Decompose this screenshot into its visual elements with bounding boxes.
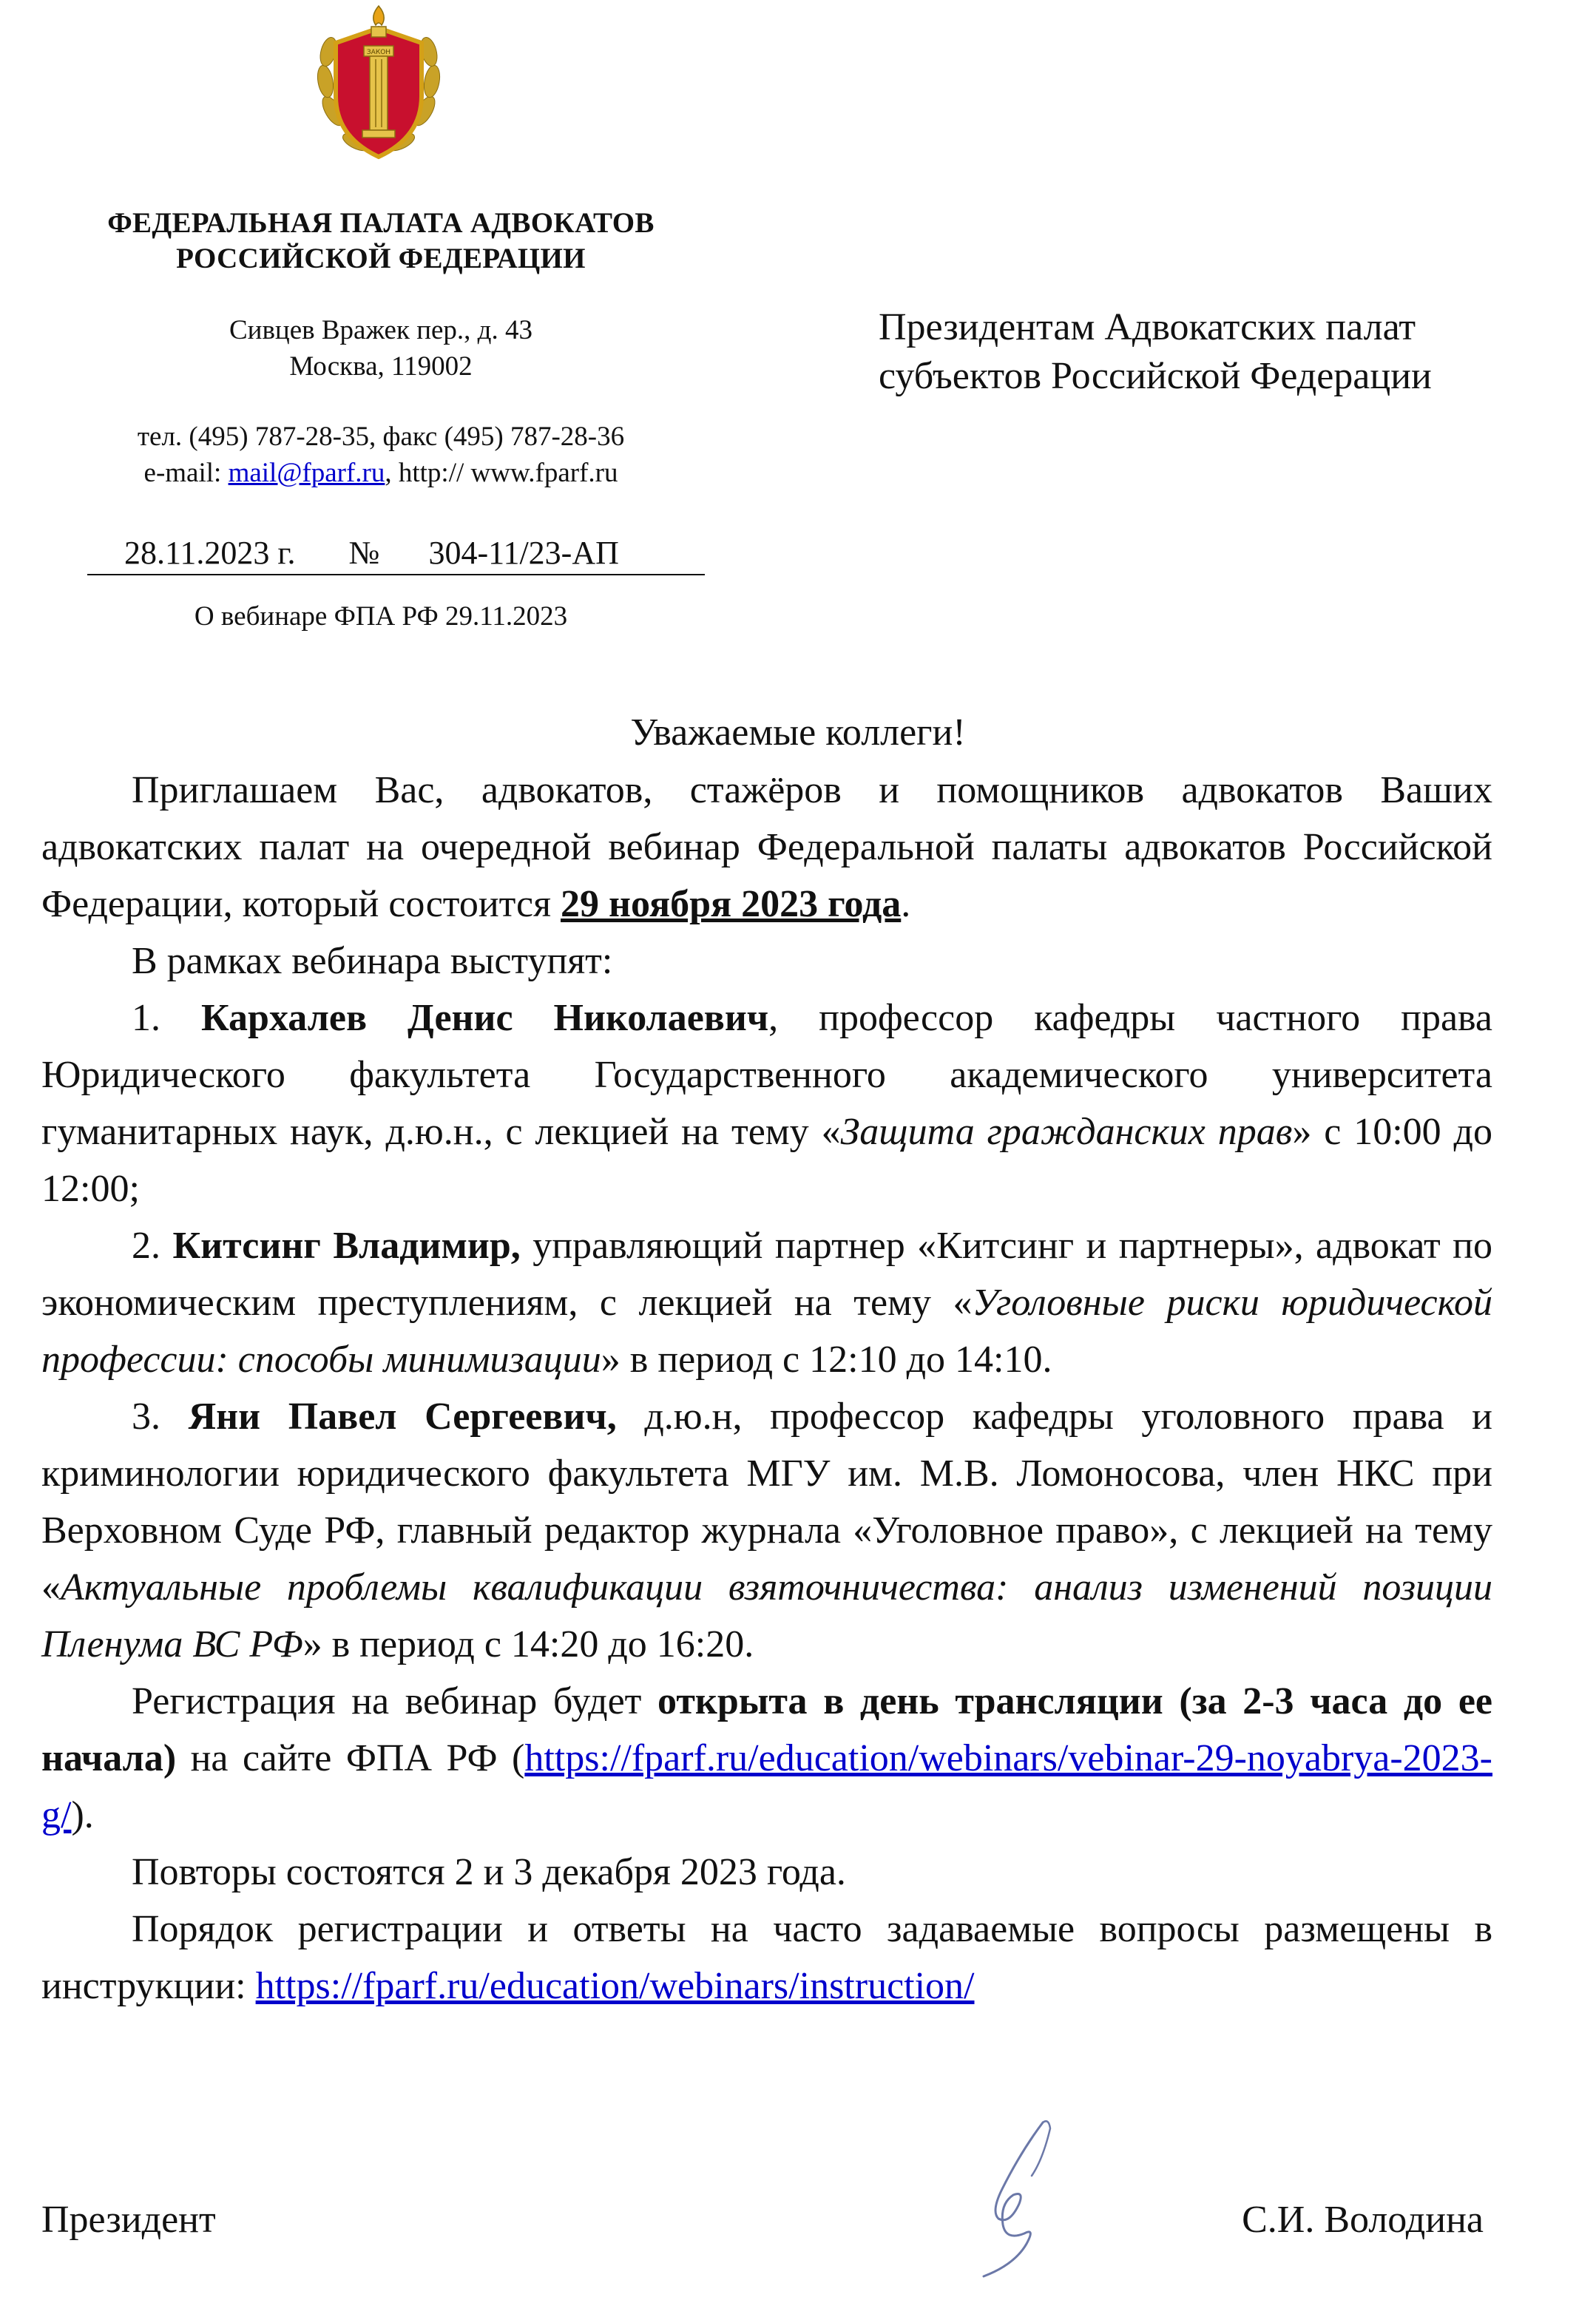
contact-info (30, 419, 732, 491)
lecture-topic: Уголовные риски юридической профессии: способы минимизации (41, 1282, 1492, 1381)
speaker-number: 3. (132, 1396, 189, 1438)
repeats-paragraph: Повторы состоятся 2 и 3 декабря 2023 года. (132, 1851, 846, 1893)
speakers-intro: В рамках вебинара выступят: (132, 940, 613, 982)
email-label: e-mail: (143, 458, 229, 488)
speaker-item (41, 990, 1492, 1217)
lecture-time: » с 10:00 до 12:00; (41, 1111, 1492, 1210)
instruction-text: Порядок регистрации и ответы на часто задаваемые вопросы размещены в инструкции: (41, 1908, 1492, 2007)
speaker-item (41, 1217, 1492, 1388)
address-line-1: Сивцев Вражек пер., д. 43 (229, 315, 533, 345)
registration-link[interactable]: https://fparf.ru/education/webinars/vebinar-29-noyabrya-2023-g/ (41, 1737, 1492, 1836)
speaker-name: Яни Павел Сергеевич, (188, 1396, 617, 1438)
registration-bold: открыта в день трансляции (за 2-3 часа до ее начала) (41, 1680, 1492, 1779)
instruction-paragraph (41, 1901, 1492, 2015)
fpa-emblem-logo (305, 0, 453, 172)
salutation: Уважаемые коллеги! (630, 711, 966, 754)
speaker-details: , профессор кафедры частного права Юридического факультета Государственного академического университета гуманитарных наук, д.ю.н., с лекцией на тему « (41, 997, 1492, 1153)
speaker-details: управляющий партнер «Китсинг и партнеры», адвокат по экономическим преступлениям, с лекцией на тему « (41, 1225, 1492, 1324)
speaker-number: 1. (132, 997, 201, 1039)
emblem-lettering: ЗАКОН (366, 49, 391, 56)
number-sign: № (348, 535, 380, 571)
letter-number: 304-11/23-АП (428, 535, 619, 571)
email-web-line (30, 455, 732, 491)
intro-end: . (901, 883, 911, 925)
speaker-name: Кархалев Денис Николаевич (201, 997, 769, 1039)
webinar-date: 29 ноября 2023 года (561, 883, 902, 925)
speaker-item (41, 1388, 1492, 1673)
registration-mid: на сайте ФПА РФ ( (176, 1737, 525, 1779)
lecture-topic: Защита гражданских прав (840, 1111, 1293, 1153)
lecture-topic: Актуальные проблемы квалификации взяточничества: анализ изменений позиции Пленума ВС РФ (41, 1566, 1492, 1665)
email-link[interactable]: mail@fparf.ru (228, 458, 385, 488)
signatory-name: С.И. Володина (1242, 2199, 1484, 2241)
org-name-line-1: ФЕДЕРАЛЬНАЯ ПАЛАТА АДВОКАТОВ (107, 207, 655, 239)
lecture-time: » в период с 12:10 до 14:10. (601, 1339, 1052, 1381)
intro-paragraph (41, 762, 1492, 933)
instruction-link[interactable]: https://fparf.ru/education/webinars/instruction/ (255, 1965, 975, 2007)
registration-end: ). (71, 1794, 94, 1836)
registration-line (87, 532, 705, 575)
postal-address (30, 312, 732, 385)
speaker-details: д.ю.н, профессор кафедры уголовного права и криминологии юридического факультета МГУ им. М.В. Ломоносова, член НКС при Верховном Суде РФ, главный редактор журнала «Уголовное право», с лекцией на тему « (41, 1396, 1493, 1609)
recipient-block (879, 303, 1574, 401)
lecture-time: » в период с 14:20 до 16:20. (302, 1623, 754, 1665)
letter-body (41, 762, 1492, 2015)
organization-name (30, 206, 732, 277)
intro-text: Приглашаем Вас, адвокатов, стажёров и помощников адвокатов Ваших адвокатских палат на очередной вебинар Федеральной палаты адвокатов Российской Федерации, который состоится (41, 769, 1492, 925)
recipient-line-2: субъектов Российской Федерации (879, 355, 1432, 397)
org-name-line-2: РОССИЙСКОЙ ФЕДЕРАЦИИ (176, 243, 586, 274)
registration-paragraph (41, 1673, 1492, 1844)
signatory-position: Президент (41, 2199, 216, 2241)
phone-fax-line: тел. (495) 787-28-35, факс (495) 787-28-36 (137, 422, 625, 452)
letter-subject: О вебинаре ФПА РФ 29.11.2023 (194, 601, 568, 632)
signature-row (41, 2180, 1492, 2247)
address-line-2: Москва, 119002 (289, 351, 473, 382)
website-text: , http:// www.fparf.ru (385, 458, 618, 488)
registration-text: Регистрация на вебинар будет (132, 1680, 658, 1722)
letter-date: 28.11.2023 г. (124, 535, 296, 571)
speaker-number: 2. (132, 1225, 173, 1267)
speaker-name: Китсинг Владимир, (172, 1225, 521, 1267)
recipient-line-1: Президентам Адвокатских палат (879, 306, 1416, 348)
